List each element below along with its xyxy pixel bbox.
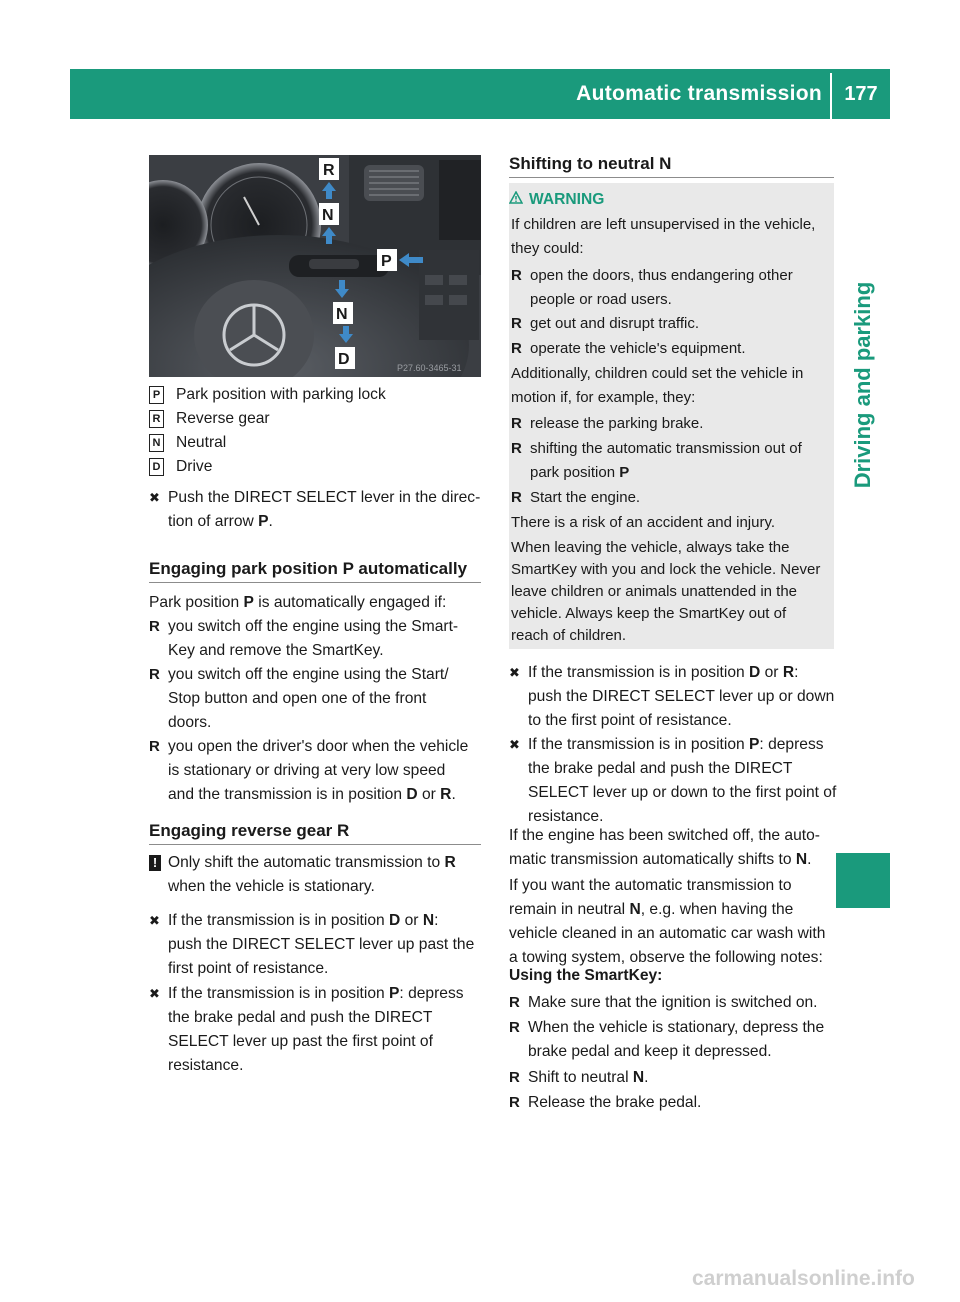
list-item: R When the vehicle is stationary, depress the brake pedal and keep it depressed.: [509, 1016, 853, 1064]
watermark: carmanualsonline.info: [692, 1267, 915, 1290]
warning-intro: If children are left unsupervised in the vehicle, they could:: [511, 216, 816, 257]
bullet-icon: R: [511, 267, 522, 284]
bullet-icon: R: [149, 738, 160, 755]
side-tab-marker: [836, 853, 890, 908]
bullet-icon: R: [149, 666, 160, 683]
list-item: R shifting the automatic transmission out of park position P: [511, 437, 850, 485]
list-item: R Make sure that the ignition is switched on.: [509, 991, 853, 1015]
engine-off-paragraph: If the engine has been switched off, the auto- matic transmission automatically shifts to N.: [509, 827, 820, 868]
bullet-icon: R: [509, 994, 520, 1011]
section-title: Automatic transmission: [576, 82, 822, 105]
heading-rule: [509, 177, 834, 178]
bullet-icon: R: [509, 1094, 520, 1111]
bullet-icon: R: [509, 1069, 520, 1086]
figure-code: P27.60-3465-31: [397, 363, 462, 373]
heading-rule: [149, 582, 481, 583]
list-item: R Start the engine.: [511, 486, 850, 510]
page-number: 177: [844, 83, 878, 105]
figure-label-r: R: [323, 162, 335, 179]
list-item: R open the doors, thus endangering other people or road users.: [511, 264, 850, 312]
heading-park-position: Engaging park position P automatically: [149, 559, 468, 578]
warning-icon: [509, 191, 523, 209]
heading-reverse-gear: Engaging reverse gear R: [149, 821, 350, 840]
legend-key: N: [149, 434, 164, 452]
figure-label-n-bottom: N: [336, 306, 348, 323]
legend-text: Park position with parking lock: [176, 386, 386, 403]
remain-neutral-paragraph: If you want the automatic transmission to remain in neutral N, e.g. when having the vehicle cleaned in an automatic car wash with a towing system, observe the following notes:: [509, 877, 826, 966]
bullet-icon: R: [511, 440, 522, 457]
figure-label-d: D: [338, 351, 350, 368]
legend-item-d: [149, 455, 212, 479]
bullet-icon: R: [511, 340, 522, 357]
bullet-icon: R: [149, 618, 160, 635]
bullet-icon: R: [511, 415, 522, 432]
list-item: R you switch off the engine using the Start/ Stop button and open one of the front doors.: [149, 663, 500, 735]
bullet-icon: R: [509, 1019, 520, 1036]
heading-rule: [149, 844, 481, 845]
instruction-arrow-icon: ✖: [509, 665, 520, 680]
list-item: R get out and disrupt traffic.: [511, 312, 850, 336]
list-item: R you switch off the engine using the Smart- Key and remove the SmartKey.: [149, 615, 500, 663]
list-item: R Shift to neutral N.: [509, 1066, 853, 1090]
heading-neutral: Shifting to neutral N: [509, 154, 672, 173]
gear-lever-illustration: [149, 155, 481, 377]
warning-additional: Additionally, children could set the vehicle in motion if, for example, they:: [511, 365, 804, 406]
instruction-neutral-dr: ✖ If the transmission is in position D or R: push the DIRECT SELECT lever up or down to the first point of resistance.: [509, 661, 853, 733]
instruction-push-lever: ✖ Push the DIRECT SELECT lever in the direc- tion of arrow P.: [149, 486, 500, 534]
list-item: R you open the driver's door when the vehicle is stationary or driving at very low speed and the transmission is in position D or R.: [149, 735, 500, 807]
instruction-arrow-icon: ✖: [509, 737, 520, 752]
page-header: [70, 69, 890, 119]
instruction-arrow-icon: ✖: [149, 913, 160, 928]
warning-leaving: When leaving the vehicle, always take the SmartKey with you and lock the vehicle. Never leave children or animals unattended in the vehicle. Always keep the SmartKey out of reach of children.: [511, 539, 821, 644]
gear-lever-figure: [149, 155, 481, 377]
bullet-icon: R: [511, 489, 522, 506]
note-icon: !: [149, 855, 161, 871]
figure-label-p: P: [381, 253, 392, 270]
warning-risk: There is a risk of an accident and injury.: [511, 514, 776, 531]
instruction-arrow-icon: ✖: [149, 490, 160, 505]
instruction-arrow-icon: ✖: [149, 986, 160, 1001]
list-item: R Release the brake pedal.: [509, 1091, 853, 1115]
list-item: R release the parking brake.: [511, 412, 850, 436]
instruction-reverse-dn: ✖ If the transmission is in position D or N: push the DIRECT SELECT lever up past the first point of resistance.: [149, 909, 500, 981]
legend-key: P: [149, 386, 164, 404]
instruction-reverse-p: ✖ If the transmission is in position P: depress the brake pedal and push the DIRECT SELECT lever up past the first point of resistance.: [149, 982, 500, 1078]
figure-label-n-top: N: [322, 207, 334, 224]
legend-key: R: [149, 410, 164, 428]
legend-text: Drive: [176, 458, 213, 475]
note-stationary: ! Only shift the automatic transmission to R when the vehicle is stationary.: [149, 851, 484, 899]
heading-smartkey: Using the SmartKey:: [509, 967, 663, 984]
warning-title: WARNING: [509, 191, 834, 209]
legend-text: Reverse gear: [176, 410, 270, 427]
list-item: R operate the vehicle's equipment.: [511, 337, 850, 361]
instruction-neutral-p: ✖ If the transmission is in position P: depress the brake pedal and push the DIRECT SELECT lever up or down to the first point of resistance.: [509, 733, 853, 829]
legend-key: D: [149, 458, 164, 476]
header-divider: [830, 73, 832, 119]
side-tab-label: Driving and parking: [850, 281, 875, 489]
park-intro: Park position P is automatically engaged if:: [149, 594, 447, 611]
bullet-icon: R: [511, 315, 522, 332]
legend-item-p: [149, 383, 386, 407]
warning-box: [509, 183, 834, 649]
legend-item-n: [149, 431, 226, 455]
legend-item-r: [149, 407, 270, 431]
legend-text: Neutral: [176, 434, 227, 451]
